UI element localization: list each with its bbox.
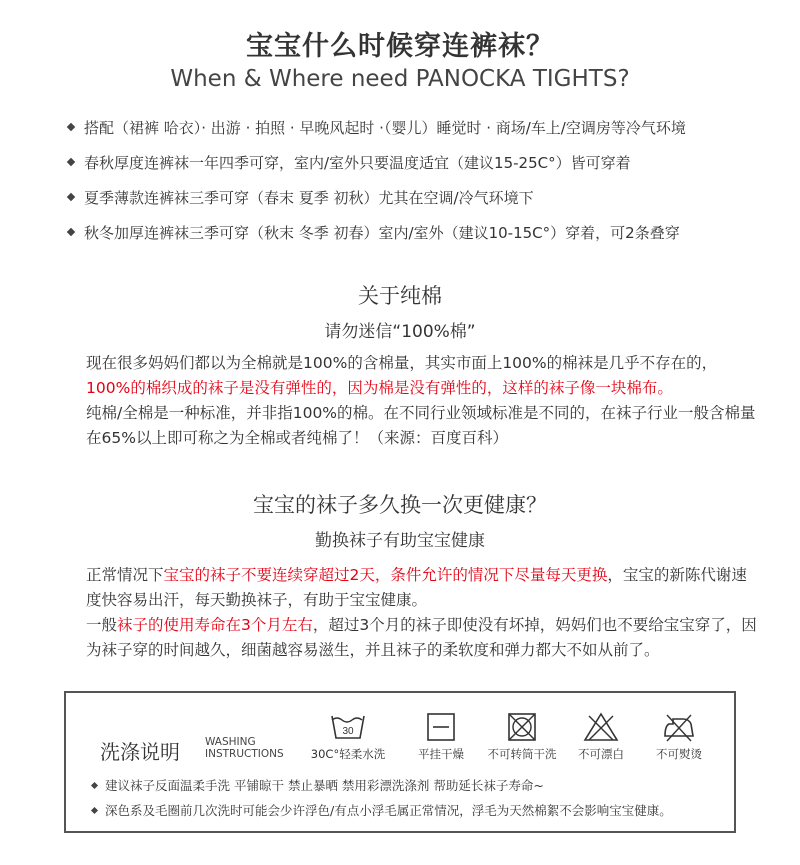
usage-list [68,116,788,256]
cotton-heading: 关于纯棉 [358,284,442,308]
icon-label: 不可漂白 [578,747,624,761]
list-item: 夏季薄款连裤袜三季可穿（春末 夏季 初秋）尤其在空调/冷气环境下 [68,186,788,221]
bullet-diamond-icon [67,123,75,131]
bullet-diamond-icon [67,228,75,236]
list-item: 搭配（裙裤 哈衣）· 出游 · 拍照 · 早晚风起时 ·（婴儿）睡觉时 · 商场/车上/空调房等冷气环境 [68,116,788,151]
wash-30-icon [330,712,366,742]
washing-title: 洗涤说明 [100,740,180,764]
cotton-subheading: 请勿迷信“100%棉” [324,322,476,342]
list-item: 春秋厚度连裤袜一年四季可穿，室内/室外只要温度适宜（建议15-25C°）皆可穿着 [68,151,788,186]
washing-title-en: WASHING INSTRUCTIONS [205,736,284,760]
bullet-diamond-icon [91,782,98,789]
list-item: 秋冬加厚连裤袜三季可穿（秋末 冬季 初春）室内/室外（建议10-15C°）穿着，可2条叠穿 [68,221,788,256]
page-subtitle: When & Where need PANOCKA TIGHTS? [170,66,630,92]
bullet-diamond-icon [67,193,75,201]
icon-label: 30C°轻柔水洗 [310,747,386,761]
health-paragraph: 正常情况下宝宝的袜子不要连续穿超过2天，条件允许的情况下尽量每天更换，宝宝的新陈代谢速度快容易出汗，每天勤换袜子，有助于宝宝健康。 一般袜子的使用寿命在3个月左右，超过3个月的袜子即使没有坏掉，妈妈们也不要给宝宝穿了，因为袜子穿的时间越久，细菌越容易滋生，并且袜子的柔软度和弹力都大不如从前了。 [86,566,757,659]
washing-note: 深色系及毛圈前几次洗时可能会少许浮色/有点小浮毛属正常情况，浮毛为天然棉絮不会影响宝宝健康。 [92,801,672,819]
icon-label: 不可熨烫 [656,747,702,761]
icon-label: 不可转筒干洗 [487,747,557,761]
health-subheading: 勤换袜子有助宝宝健康 [315,531,485,551]
washing-note: 建议袜子反面温柔手洗 平铺晾干 禁止暴晒 禁用彩漂洗涤剂 帮助延长袜子寿命~ [92,776,544,794]
bullet-diamond-icon [91,807,98,814]
no-bleach-icon [583,712,619,742]
cotton-paragraph: 现在很多妈妈们都以为全棉就是100%的含棉量，其实市面上100%的棉袜是几乎不存在的，100%的棉织成的袜子是没有弹性的，因为棉是没有弹性的，这样的袜子像一块棉布。 纯棉/全棉是一种标准，并非指100%的棉。在不同行业领域标准是不同的，在袜子行业一般含棉量在65%以上即可称之为全棉或者纯棉了！（来源：百度百科） [86,354,756,447]
no-tumble-dry-icon [504,712,540,742]
page-title: 宝宝什么时候穿连裤袜？ [246,31,554,62]
bullet-diamond-icon [67,158,75,166]
flat-dry-icon [423,712,459,742]
health-heading: 宝宝的袜子多久换一次更健康？ [253,493,547,517]
wash-temperature-label: 30 [342,726,354,737]
icon-label: 平挂干燥 [418,747,464,761]
no-iron-icon [661,712,697,742]
